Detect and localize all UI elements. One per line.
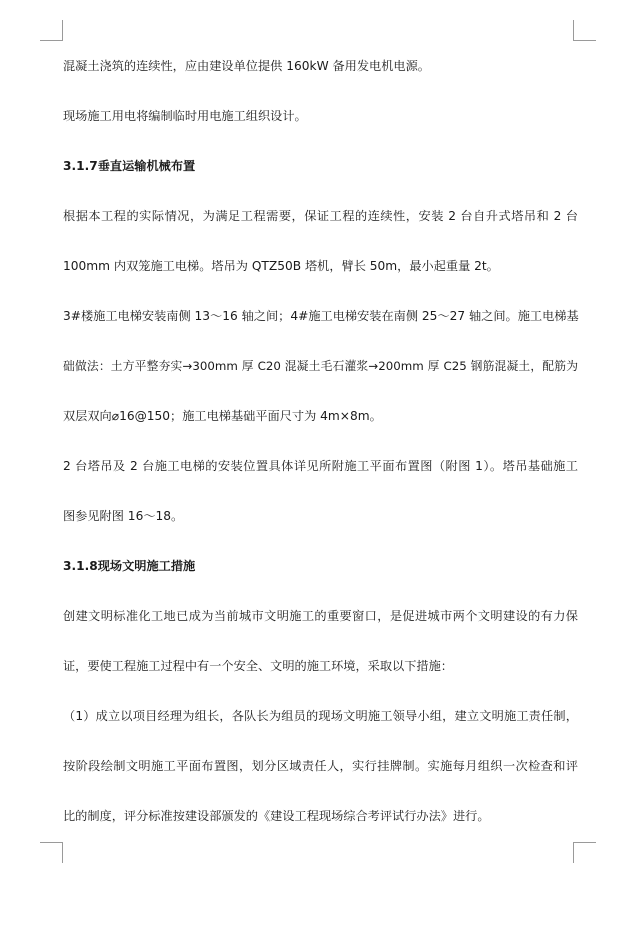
corner-mark-top-left xyxy=(40,20,63,41)
text-line: 按阶段绘制文明施工平面布置图，划分区域责任人，实行挂牌制。实施每月组织一次检查和评 xyxy=(63,759,578,773)
text-line: 混凝土浇筑的连续性，应由建设单位提供 160kW 备用发电机电源。 xyxy=(63,59,430,73)
text-line: 3#楼施工电梯安装南侧 13～16 轴之间；4#施工电梯安装在南侧 25～27 轴之间。施工电梯基 xyxy=(63,309,579,323)
text-line: 根据本工程的实际情况，为满足工程需要，保证工程的连续性，安装 2 台自升式塔吊和 2 台 xyxy=(63,209,578,223)
corner-mark-bottom-left xyxy=(40,842,63,863)
text-line: 础做法：土方平整夯实→300mm 厚 C20 混凝土毛石灌浆→200mm 厚 C25 钢筋混凝土，配筋为 xyxy=(63,359,578,373)
corner-mark-top-right xyxy=(573,20,596,41)
text-line: 2 台塔吊及 2 台施工电梯的安装位置具体详见所附施工平面布置图（附图 1）。塔吊基础施工 xyxy=(63,459,578,473)
text-line: （1）成立以项目经理为组长，各队长为组员的现场文明施工领导小组，建立文明施工责任制， xyxy=(63,709,578,723)
text-line: 比的制度，评分标准按建设部颁发的《建设工程现场综合考评试行办法》进行。 xyxy=(63,809,490,823)
section-heading: 3.1.7垂直运输机械布置 xyxy=(63,159,196,173)
corner-mark-bottom-right xyxy=(573,842,596,863)
section-heading: 3.1.8现场文明施工措施 xyxy=(63,559,196,573)
text-line: 证，要使工程施工过程中有一个安全、文明的施工环境，采取以下措施： xyxy=(63,659,453,673)
text-line: 双层双向⌀16@150；施工电梯基础平面尺寸为 4m×8m。 xyxy=(63,409,382,423)
text-line: 100mm 内双笼施工电梯。塔吊为 QTZ50B 塔机，臂长 50m，最小起重量 2t。 xyxy=(63,259,499,273)
text-line: 创建文明标准化工地已成为当前城市文明施工的重要窗口，是促进城市两个文明建设的有力保 xyxy=(63,609,578,623)
text-line: 现场施工用电将编制临时用电施工组织设计。 xyxy=(63,109,307,123)
text-line: 图参见附图 16～18。 xyxy=(63,509,184,523)
